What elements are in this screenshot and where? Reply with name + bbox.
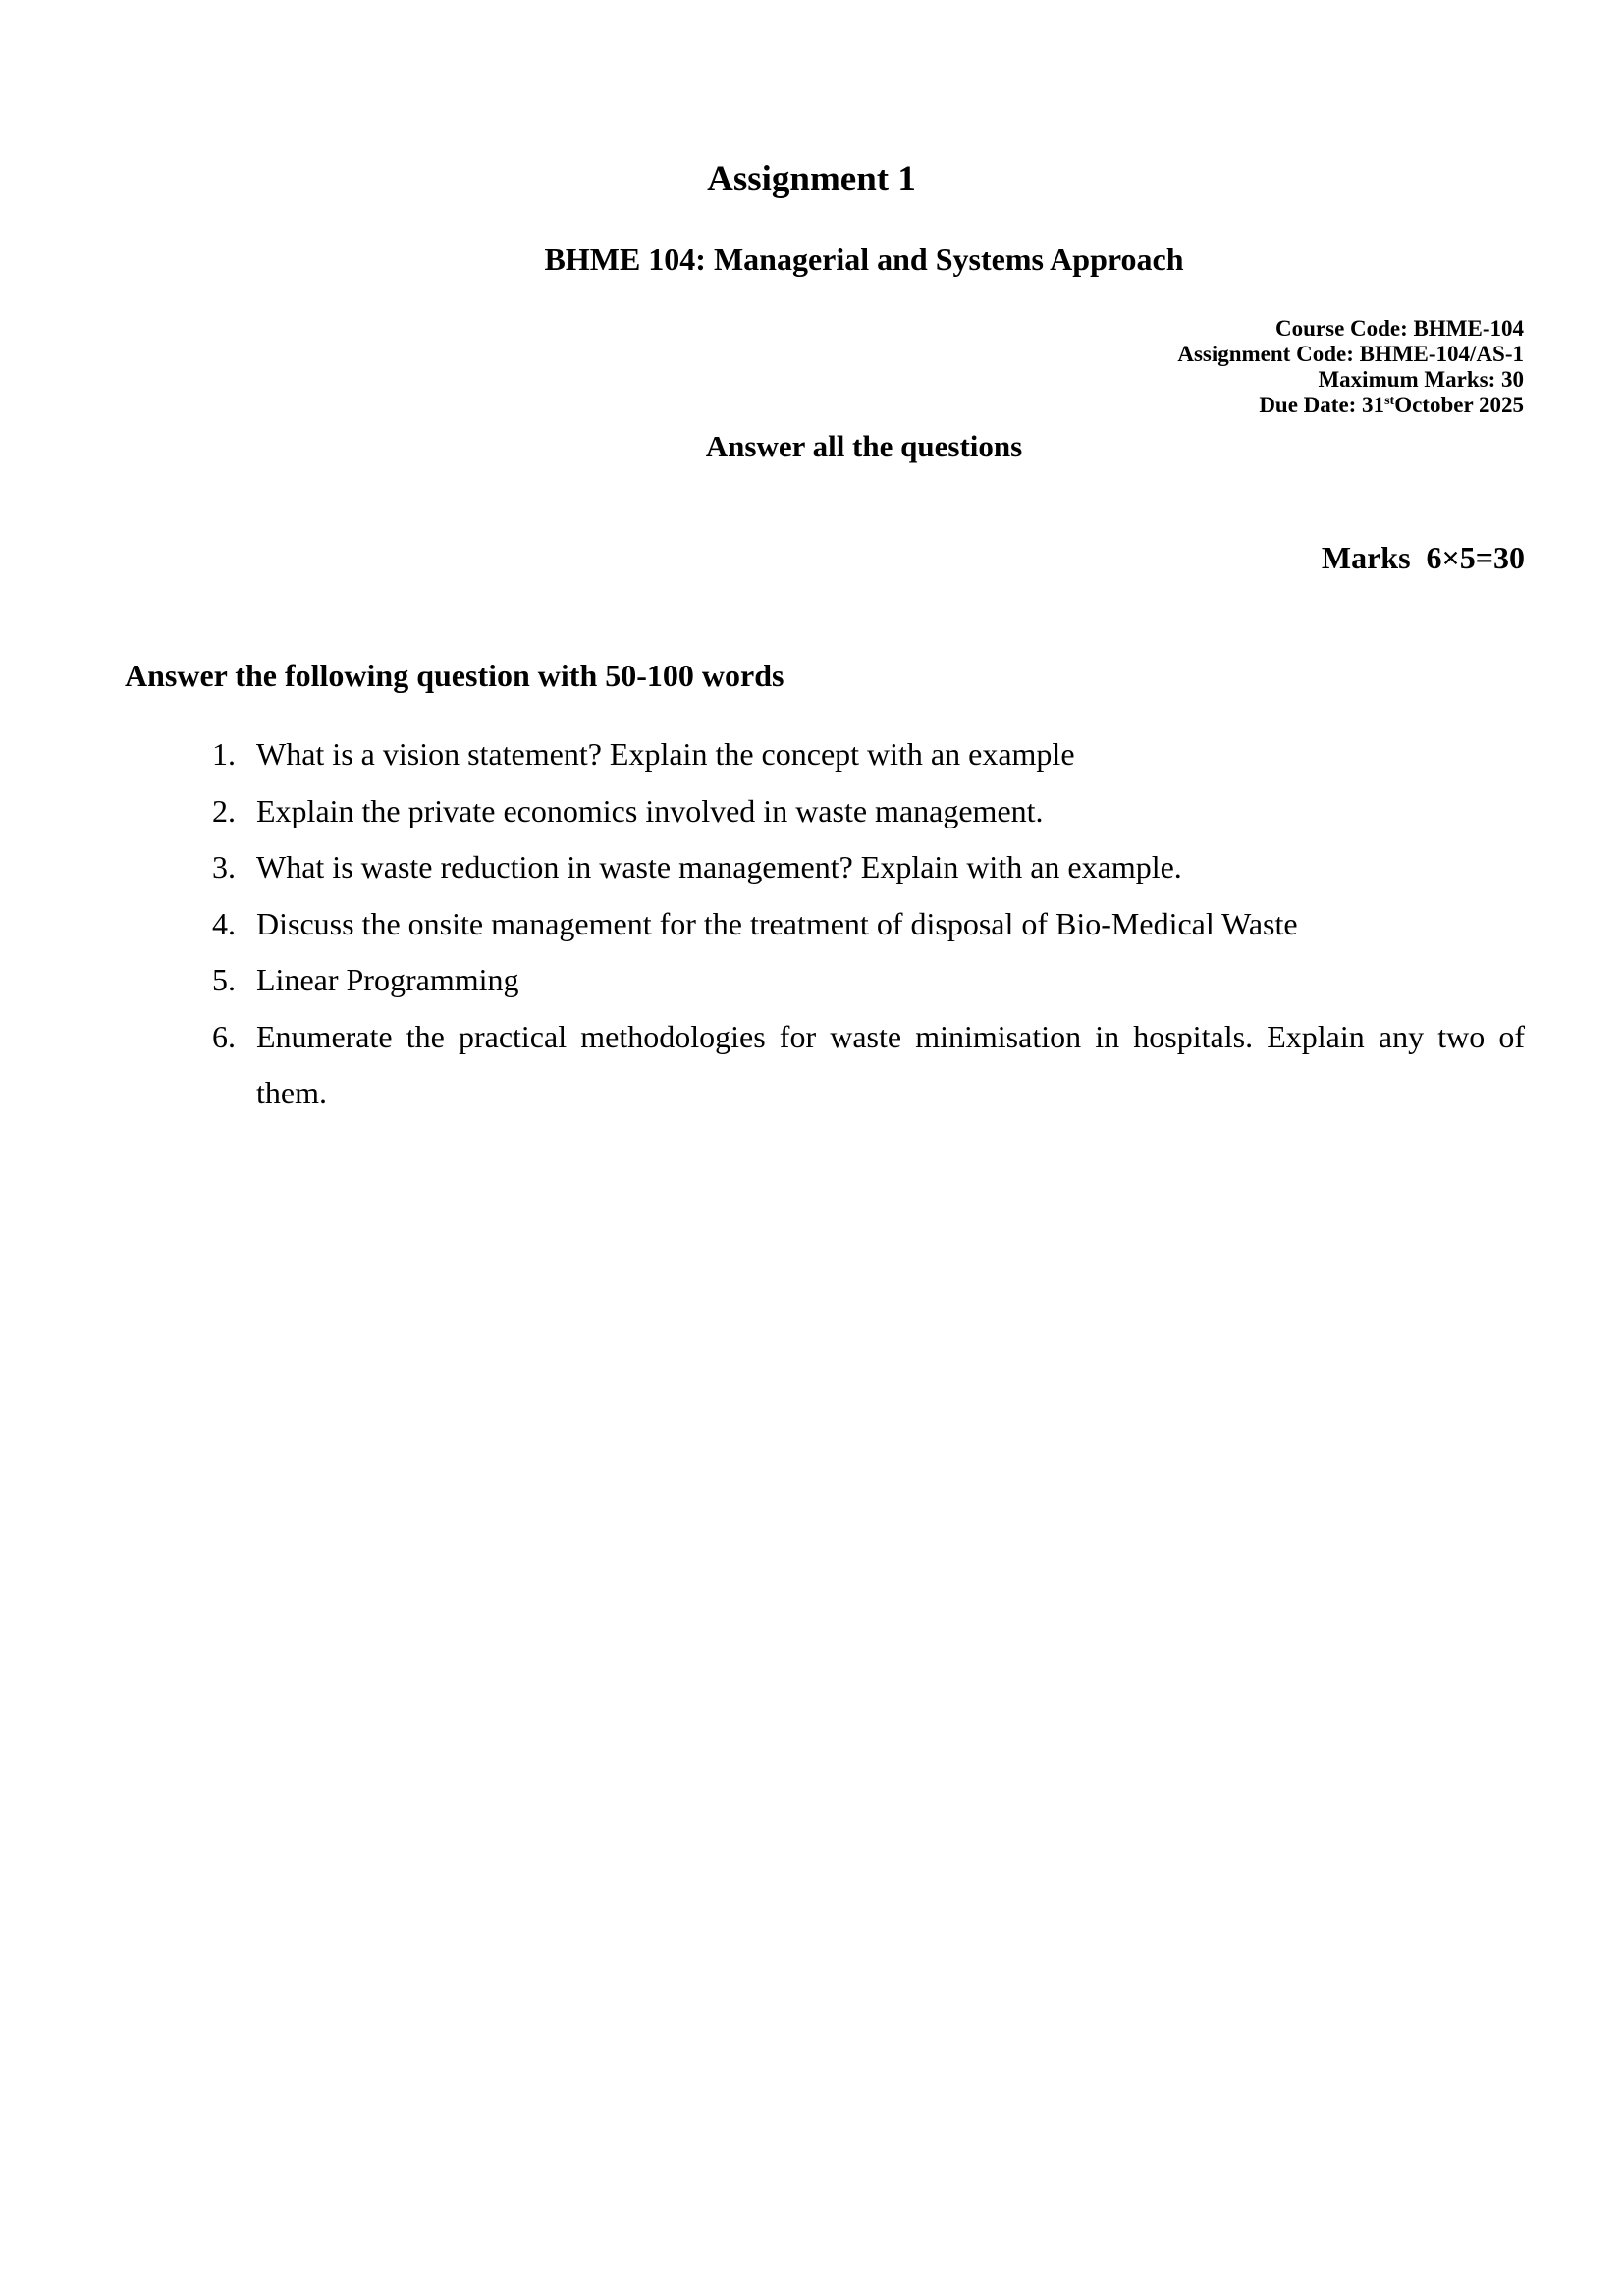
question-item xyxy=(196,1009,1525,1122)
due-date-prefix: Due Date: 31 xyxy=(1259,393,1385,417)
question-number: 4. xyxy=(212,905,236,941)
maximum-marks: Maximum Marks: 30 xyxy=(1318,367,1524,392)
question-list xyxy=(196,726,1525,1122)
question-number: 2. xyxy=(212,792,236,828)
question-item xyxy=(196,783,1525,840)
course-title: BHME 104: Managerial and Systems Approach xyxy=(544,241,1184,277)
assignment-code: Assignment Code: BHME-104/AS-1 xyxy=(1177,342,1524,366)
question-item xyxy=(196,952,1525,1009)
question-text: Explain the private economics involved in waste management. xyxy=(256,792,1044,828)
assignment-meta xyxy=(1177,316,1524,418)
due-date-ordinal: st xyxy=(1384,394,1395,408)
section-heading: Answer the following question with 50-100 words xyxy=(125,658,784,693)
marks-scheme: Marks 6×5=30 xyxy=(1321,540,1525,575)
question-text: What is a vision statement? Explain the concept with an example xyxy=(256,736,1075,772)
page-title: Assignment 1 xyxy=(707,159,916,199)
question-number: 5. xyxy=(212,962,236,997)
question-item xyxy=(196,726,1525,783)
question-text: Enumerate the practical methodologies for waste minimisation in hospitals. Explain any two of them. xyxy=(256,1018,1525,1110)
question-item xyxy=(196,839,1525,896)
question-text: Linear Programming xyxy=(256,962,519,997)
course-code: Course Code: BHME-104 xyxy=(1275,316,1524,341)
instruction: Answer all the questions xyxy=(705,429,1023,463)
question-item xyxy=(196,896,1525,953)
question-number: 6. xyxy=(212,1018,236,1054)
due-date xyxy=(1177,393,1524,418)
due-date-suffix: October 2025 xyxy=(1394,393,1524,417)
question-number: 3. xyxy=(212,849,236,884)
question-text: What is waste reduction in waste management? Explain with an example. xyxy=(256,849,1182,884)
question-number: 1. xyxy=(212,736,236,772)
question-text: Discuss the onsite management for the treatment of disposal of Bio-Medical Waste xyxy=(256,905,1298,941)
